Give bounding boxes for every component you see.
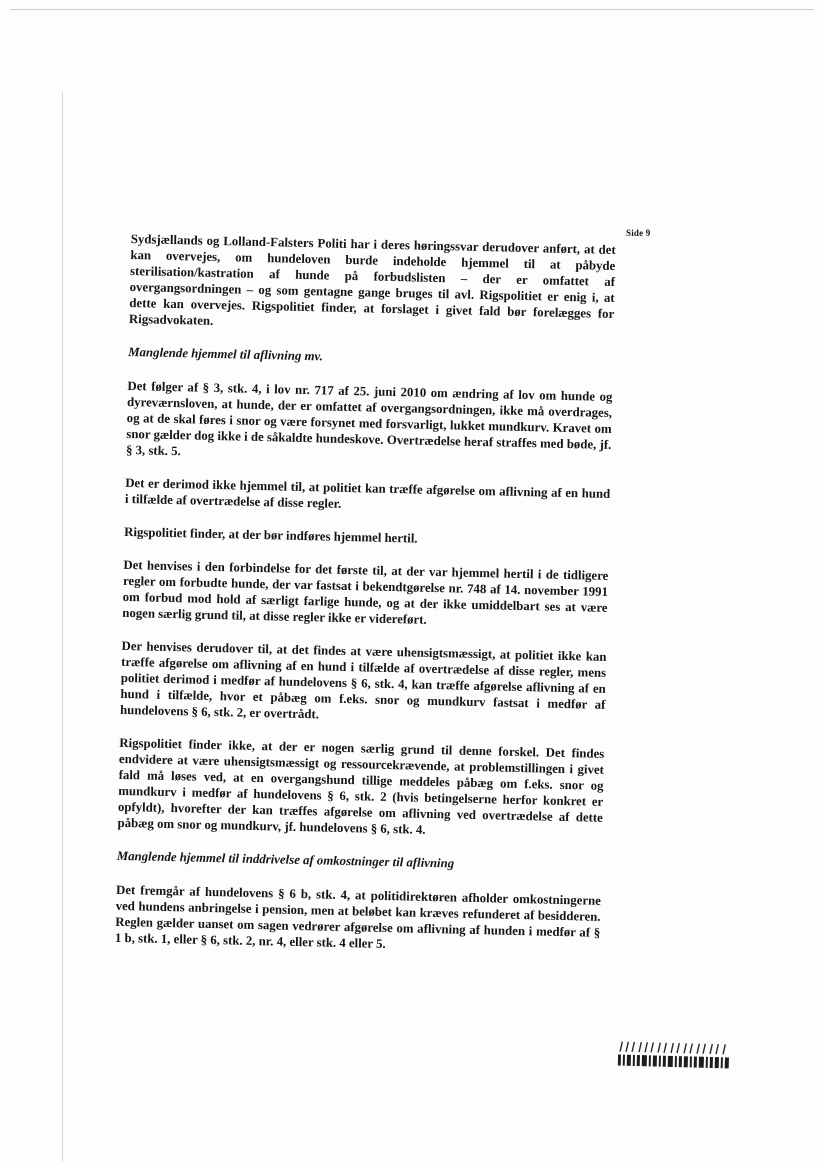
paragraph-no-reason: Rigspolitiet finder ikke, at der er nogen særlig grund til denne forskel. Det findes endvidere at være uhensigtsmæssigt og ressourcekrævende, at problemstillingen i givet fald må løses ved, at en overgangshund tillige meddeles påbæg om f.eks. snor og mundkurv i medfør af hundelovens § 6, stk. 2 (hvis betingelserne herfor konkret er opfyldt), hvorefter der kan træffes afgørelse om aflivning ved overtrædelse af dette påbæg om snor og mundkurv, jf. hundelovens § 6, stk. 4.	[117, 735, 605, 837]
barcode-stamp	[618, 1041, 731, 1070]
scan-edge-line	[10, 9, 814, 10]
paragraph-recommendation: Rigspolitiet finder, at der bør indføres hjemmel hertil.	[124, 524, 418, 546]
paragraph-law-717: Det følger af § 3, stk. 4, i lov nr. 717 af 25. juni 2010 om ændring af lov om hunde og dyreværnsloven, at hunde, der er omfattet af overgangsordningen, ikke må overdrages, og at de skal føres i snor og være forsynet med forsvarligt, lukket mundkurv. Kravet om snor gælder dog ikke i de såkaldte hundeskove. Overtrædelse heraf straffes med bøde, jf. § 3, stk. 5.	[125, 378, 613, 459]
section-heading-euthanasia: Manglende hjemmel til aflivning mv.	[128, 344, 324, 364]
paragraph-hearing-response: Sydsjællands og Lolland-Falsters Politi har i deres høringssvar derudover anført, at det kan overvejes, om hundeloven burde indeholde hjemmel til at påbyde sterilisation/kastration af hunde på forbudslisten – der er omfattet af overgangsordningen – og som gentagne gange bruges til avl. Rigspolitiet er enig i, at dette kan overvejes. Rigspolitiet finder, at forslaget i givet fald bør forelægges for Rigsadvokaten.	[128, 231, 616, 328]
paragraph-no-authority: Det er derimod ikke hjemmel til, at politiet kan træffe afgørelse om aflivning af en hund i tilfælde af overtrædelse af disse regler.	[124, 475, 611, 511]
paragraph-inexpedient: Der henvises derudover til, at det findes at være uhensigtsmæssigt, at politiet ikke kan træffe afgørelse om aflivning af en hund i tilfælde af overtrædelse af disse regler, mens politiet derimod i medfør af hundelovens § 6, stk. 4, kan træffe afgørelse aflivning af en hund i tilfælde, hvor et påbæg om f.eks. snor og mundkurv fastsat i medfør af hundelovens § 6, stk. 2, er overtrådt.	[119, 638, 607, 722]
section-heading-costs: Manglende hjemmel til inddrivelse af omkostninger til aflivning	[116, 848, 455, 871]
paragraph-previous-rules: Det henvises i den forbindelse for det første til, at der var hjemmel hertil i de tidligere regler om forbudte hunde, der var fastsat i bekendtgørelse nr. 748 af 14. november 1991 om forbud mod hold af særligt farlige hunde, og at der ikke umiddelbart ses at være nogen særlig grund til, at disse regler ikke er videreført.	[122, 557, 609, 627]
document-body	[114, 231, 615, 974]
scan-margin-line	[62, 92, 63, 1162]
paragraph-costs: Det fremgår af hundelovens § 6 b, stk. 4, at politidirektøren afholder omkostningerne ved hundens anbringelse i pension, men at beløbet kan kræves refunderet af besidderen. Reglen gælder uanset om sagen vedrører afgørelse om aflivning af hunden i medfør af § 1 b, stk. 1, eller § 6, stk. 2, nr. 4, eller stk. 4 eller 5.	[114, 882, 602, 951]
page-number: Side 9	[626, 228, 651, 238]
